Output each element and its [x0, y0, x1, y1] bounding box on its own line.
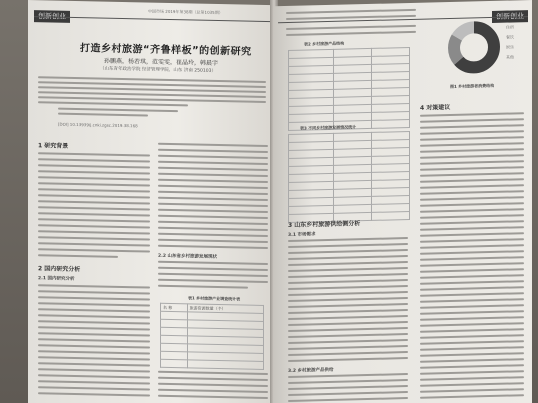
pie-label-3: 娱乐 [506, 44, 514, 50]
section-3-heading: 3 山东乡村旅游供给侧分析 [288, 220, 361, 229]
article-affiliation: （山东青年政治学院 经济管理学院，山东 济南 250103） [100, 66, 216, 74]
pie-label-4: 其他 [506, 54, 514, 60]
table-2 [288, 47, 410, 131]
section-4-heading: 4 对策建议 [420, 103, 451, 112]
donut-chart [444, 17, 504, 78]
left-header [34, 3, 70, 21]
table-3 [288, 131, 410, 223]
doi: [DOI] 10.13939/j.cnki.zgsc.2019.38.168 [58, 121, 138, 129]
subsection-2-1-heading: 2.1 国内研究分析 [38, 276, 75, 282]
article-title: 打造乡村旅游“齐鲁样板”的创新研究 [80, 43, 252, 58]
right-header-tag: 创新创业 [492, 10, 528, 23]
table-row [161, 359, 264, 369]
table-1-caption: 表1 乡村旅游产业调查统计表 [188, 295, 241, 302]
subsection-3-1-heading: 3.1 市场需求 [288, 232, 316, 238]
section-2-heading: 2 国内研究分析 [38, 265, 81, 274]
pie-label-1: 住宿 [506, 24, 514, 30]
subsection-3-2-heading: 3.2 乡村旅游产品供给 [288, 367, 334, 374]
chart-caption: 图1 乡村旅游者消费结构 [450, 82, 495, 90]
left-header-info: 中国市场 2019年第38期（总第1035期） [148, 8, 223, 16]
article-authors: 孙鹏燕，杨若琪，范雯雯，崔晶玲，韩晨宇 [104, 57, 219, 67]
left-header-tag: 创新创业 [34, 10, 70, 23]
table-3-caption: 表3 不同乡村旅游发展情况统计 [300, 124, 357, 131]
table-2-caption: 表2 乡村旅游产品结构 [304, 40, 345, 47]
section-1-heading: 1 研究背景 [38, 142, 69, 150]
left-page [28, 0, 278, 403]
pie-label-2: 餐饮 [506, 34, 514, 40]
table-1 [160, 303, 264, 370]
right-page [274, 0, 532, 403]
subsection-2-2-heading: 2.2 山东省乡村旅游发展现状 [158, 253, 218, 260]
table-1-head-count: 旅游资源数量（个） [187, 304, 263, 314]
table-1-head-name: 名 称 [161, 303, 188, 312]
